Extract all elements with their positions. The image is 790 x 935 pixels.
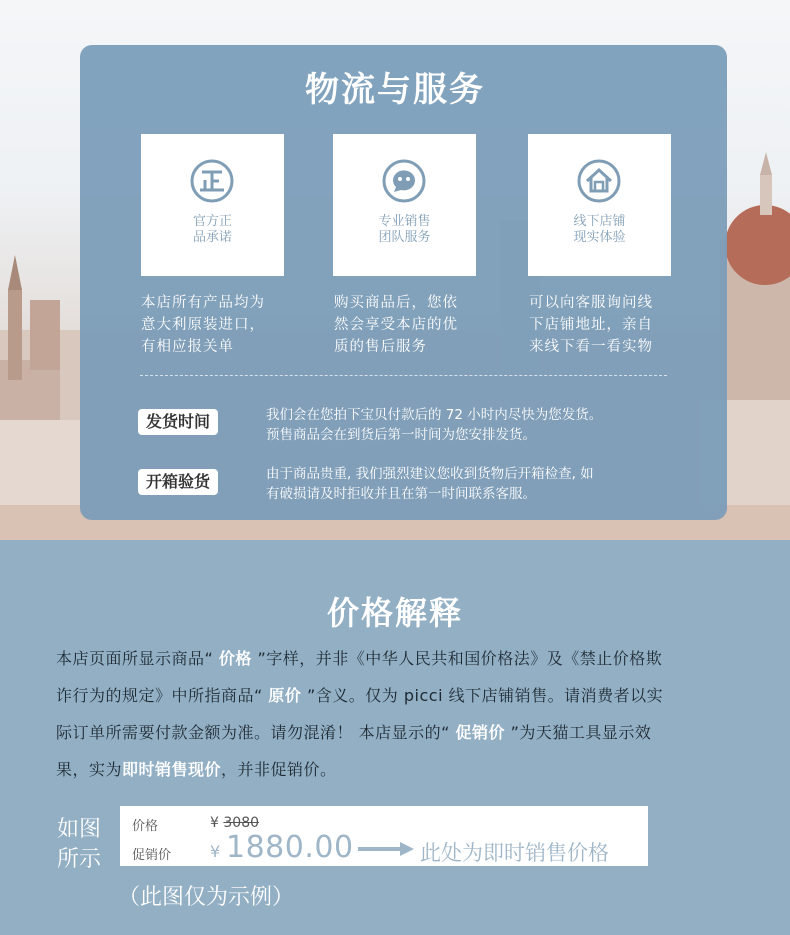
instant-price-note: 此处为即时销售价格 (420, 841, 609, 865)
inspection-line: 由于商品贵重, 我们强烈建议您收到货物后开箱检查, 如 (266, 466, 594, 482)
description-line: 下店铺地址，亲自 (529, 317, 653, 333)
store-description (529, 292, 653, 358)
shipping-time-tag: 发货时间 (138, 409, 218, 435)
arrow-right-icon (358, 842, 414, 856)
currency-symbol: ¥ (210, 815, 219, 831)
paragraph-text: ”含义。仅为 picci 线下店铺销售。请消费者以实 (301, 686, 664, 705)
shipping-line: 我们会在您拍下宝贝付款后的 72 小时内尽快为您发货。 (266, 407, 603, 423)
paragraph-text: 本店页面所显示商品“ (56, 649, 219, 668)
card-line: 品承诺 (192, 230, 232, 245)
chat-icon (381, 158, 427, 204)
price-explanation-paragraph (56, 640, 746, 788)
highlight-promo-price: 促销价 (455, 723, 505, 742)
paragraph-line (56, 677, 746, 714)
store-house-icon (576, 158, 622, 204)
currency-symbol: ¥ (210, 842, 221, 861)
as-shown-label (57, 815, 101, 875)
description-line: 有相应报关单 (141, 339, 234, 355)
card-line: 线下店铺 (573, 214, 626, 229)
offline-store-text (528, 214, 671, 246)
description-line: 意大利原装进口， (141, 317, 265, 333)
genuine-description (141, 292, 265, 358)
service-description (334, 292, 458, 358)
paragraph-text: 际订单所需要付款金额为准。请勿混淆！ 本店显示的“ (56, 723, 456, 742)
price-demo-box (120, 806, 648, 866)
card-line: 现实体验 (573, 230, 626, 245)
paragraph-text: 果，实为 (56, 760, 123, 779)
description-line: 购买商品后，您依 (334, 295, 458, 311)
paragraph-text: ”字样，并非《中华人民共和国价格法》及《禁止价格欺 (251, 649, 663, 668)
description-line: 可以向客服询问线 (529, 295, 653, 311)
sales-team-card (333, 134, 476, 276)
highlight-original-price: 原价 (268, 686, 302, 705)
paragraph-line (56, 714, 746, 751)
genuine-promise-text (141, 214, 284, 246)
original-price (210, 815, 259, 831)
paragraph-text: ，并非促销价。 (221, 760, 337, 779)
logistics-title: 物流与服务 (305, 70, 485, 110)
description-line: 然会享受本店的优 (334, 317, 458, 333)
promo-price-label: 促销价 (132, 848, 172, 863)
highlight-current-price: 即时销售现价 (122, 760, 222, 779)
description-line: 质的售后服务 (334, 339, 427, 355)
description-line: 来线下看一看实物 (529, 339, 653, 355)
price-label: 价格 (132, 819, 159, 834)
strikethrough-price: 3080 (223, 815, 260, 831)
price-explanation-title: 价格解释 (326, 594, 463, 632)
card-line: 专业销售 (378, 214, 431, 229)
dashed-divider (140, 375, 667, 376)
paragraph-text: ”为天猫工具显示效 (504, 723, 652, 742)
sales-team-text (333, 214, 476, 246)
paragraph-line (56, 640, 746, 677)
unboxing-inspection-text (266, 464, 594, 504)
card-line: 官方正 (192, 214, 232, 229)
offline-store-card (528, 134, 671, 276)
as-shown-line: 如图 (57, 817, 102, 842)
example-only-note: （此图仅为示例） (118, 885, 295, 910)
description-line: 本店所有产品均为 (141, 295, 265, 311)
card-line: 团队服务 (378, 230, 431, 245)
genuine-icon (189, 158, 235, 204)
shipping-time-text (266, 405, 602, 445)
inspection-line: 有破损请及时拒收并且在第一时间联系客服。 (266, 486, 536, 502)
shipping-line: 预售商品会在到货后第一时间为您安排发货。 (266, 427, 536, 443)
logistics-panel (80, 45, 727, 520)
unboxing-inspection-tag: 开箱验货 (138, 469, 218, 495)
paragraph-line (56, 751, 746, 788)
as-shown-line: 所示 (57, 847, 102, 872)
genuine-promise-card (141, 134, 284, 276)
highlight-price: 价格 (218, 649, 252, 668)
paragraph-text: 诈行为的规定》中所指商品“ (56, 686, 269, 705)
promo-price-value: 1880.00 (226, 830, 354, 865)
